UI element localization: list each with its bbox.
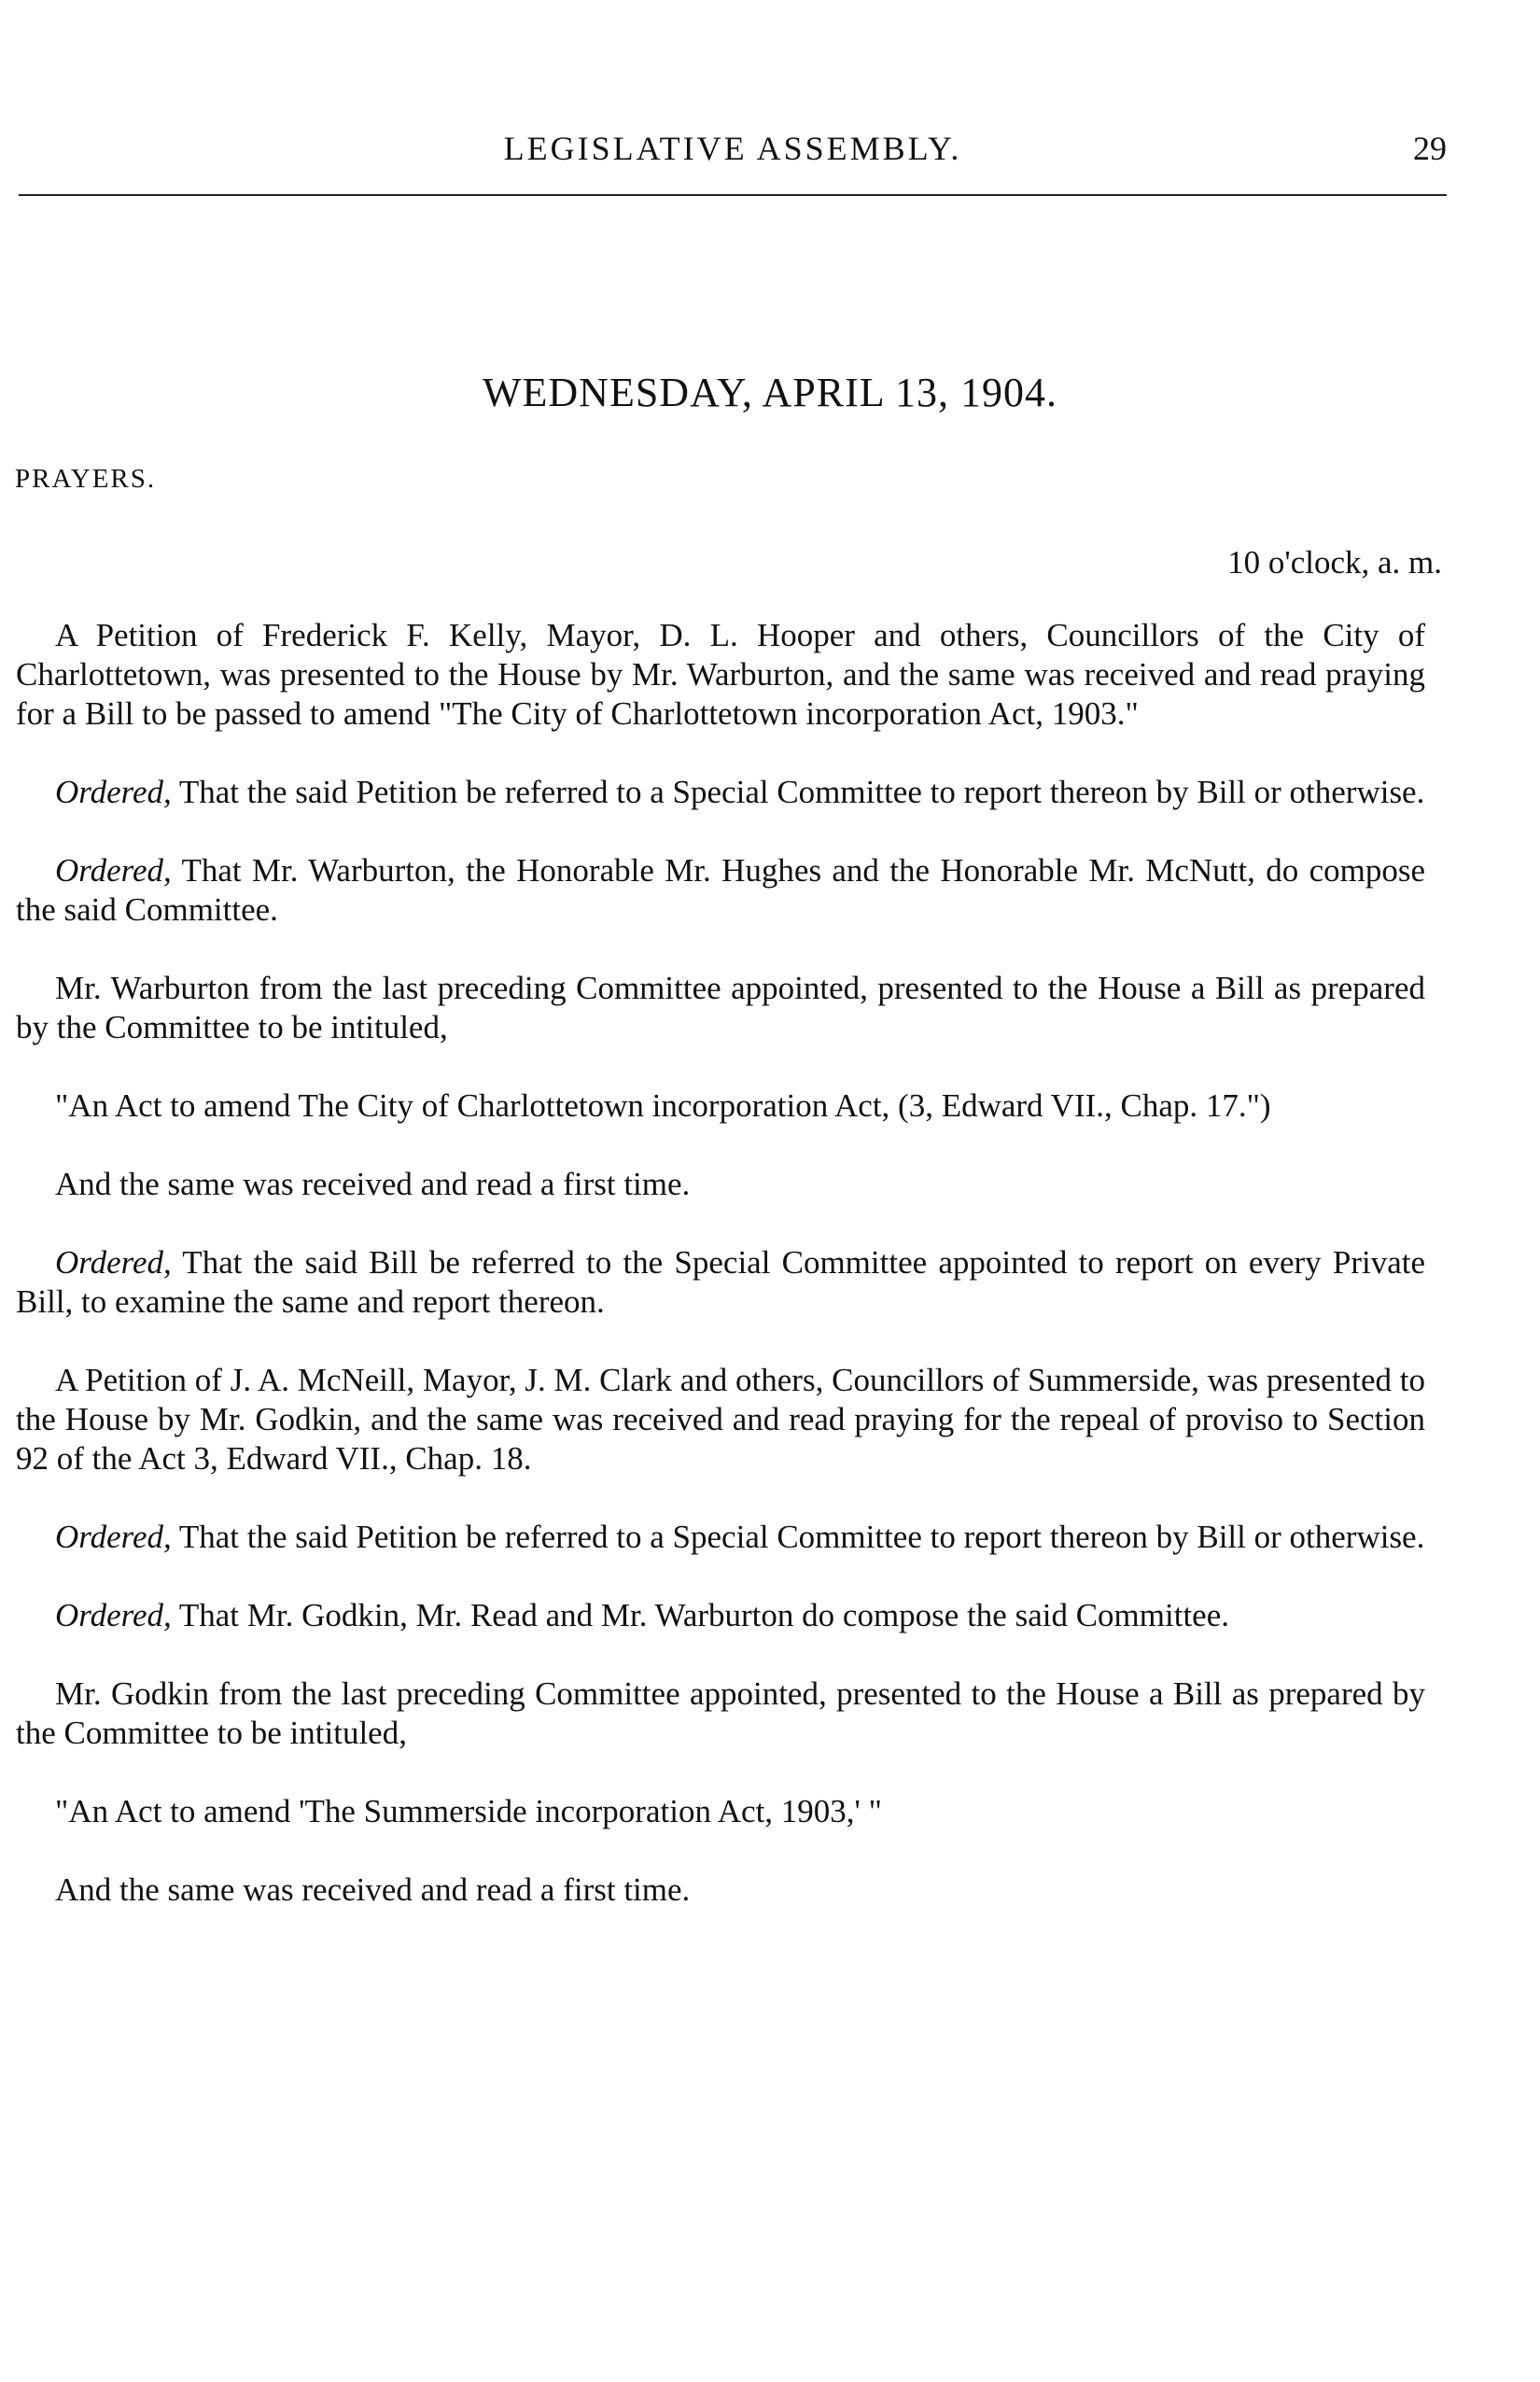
running-header (19, 129, 1447, 175)
paragraph-text: "An Act to amend The City of Charlottetown incorporation Act, (3, Edward VII., Chap. 17.") (55, 1087, 1271, 1124)
paragraph (16, 1871, 1425, 1910)
paragraph-text: That Mr. Godkin, Mr. Read and Mr. Warburton do compose the said Committee. (171, 1597, 1229, 1633)
prayers-label: PRAYERS. (15, 464, 157, 494)
paragraph (16, 1674, 1425, 1753)
paragraph (16, 1243, 1425, 1322)
header-rule (19, 194, 1447, 196)
paragraph-text: That Mr. Warburton, the Honorable Mr. Hughes and the Honorable Mr. McNutt, do compose the said Committee. (16, 852, 1425, 928)
paragraph (16, 969, 1425, 1047)
paragraph-text: That the said Petition be referred to a Special Committee to report thereon by Bill or otherwise. (171, 1519, 1425, 1555)
paragraph-text: And the same was received and read a first time. (55, 1871, 691, 1908)
paragraph-lead: Ordered, (55, 1597, 172, 1633)
running-title: LEGISLATIVE ASSEMBLY. (503, 130, 962, 167)
paragraph-lead: Ordered, (55, 1244, 172, 1281)
date-heading: WEDNESDAY, APRIL 13, 1904. (483, 370, 1057, 415)
paragraph (16, 1518, 1425, 1557)
paragraph-lead: Ordered, (55, 1519, 172, 1555)
paragraph-text: That the said Bill be referred to the Special Committee appointed to report on every Private Bill, to examine the same and report thereon. (16, 1244, 1425, 1320)
paragraph-text: Mr. Warburton from the last preceding Committee appointed, presented to the House a Bill as prepared by the Committee to be intituled, (16, 970, 1425, 1045)
paragraph-text: A Petition of J. A. McNeill, Mayor, J. M. Clark and others, Councillors of Summerside, was presented to the House by Mr. Godkin, and the same was received and read praying for the repeal of proviso to Section 92 of the Act 3, Edward VII., Chap. 18. (16, 1362, 1425, 1477)
body-text (16, 616, 1425, 1949)
paragraph (16, 1086, 1425, 1126)
paragraph-text: That the said Petition be referred to a Special Committee to report thereon by Bill or otherwise. (171, 774, 1425, 810)
time-label: 10 o'clock, a. m. (1227, 544, 1442, 581)
paragraph (16, 851, 1425, 930)
paragraph-lead: Ordered, (55, 774, 172, 810)
paragraph-text: "An Act to amend 'The Summerside incorporation Act, 1903,' " (55, 1793, 882, 1829)
page-number: 29 (1413, 130, 1447, 167)
paragraph (16, 1361, 1425, 1478)
paragraph-text: Mr. Godkin from the last preceding Committee appointed, presented to the House a Bill as prepared by the Committee to be intituled, (16, 1675, 1425, 1751)
paragraph (16, 1596, 1425, 1635)
paragraph (16, 616, 1425, 734)
paragraph-lead: Ordered, (55, 852, 172, 889)
paragraph-text: A Petition of Frederick F. Kelly, Mayor, D. L. Hooper and others, Councillors of the City of Charlottetown, was presented to the House by Mr. Warburton, and the same was received and read praying for a Bill to be passed to amend "The City of Charlottetown incorporation Act, 1903." (16, 617, 1425, 732)
paragraph (16, 1792, 1425, 1831)
paragraph (16, 773, 1425, 812)
paragraph-text: And the same was received and read a first time. (55, 1166, 691, 1202)
paragraph (16, 1165, 1425, 1204)
